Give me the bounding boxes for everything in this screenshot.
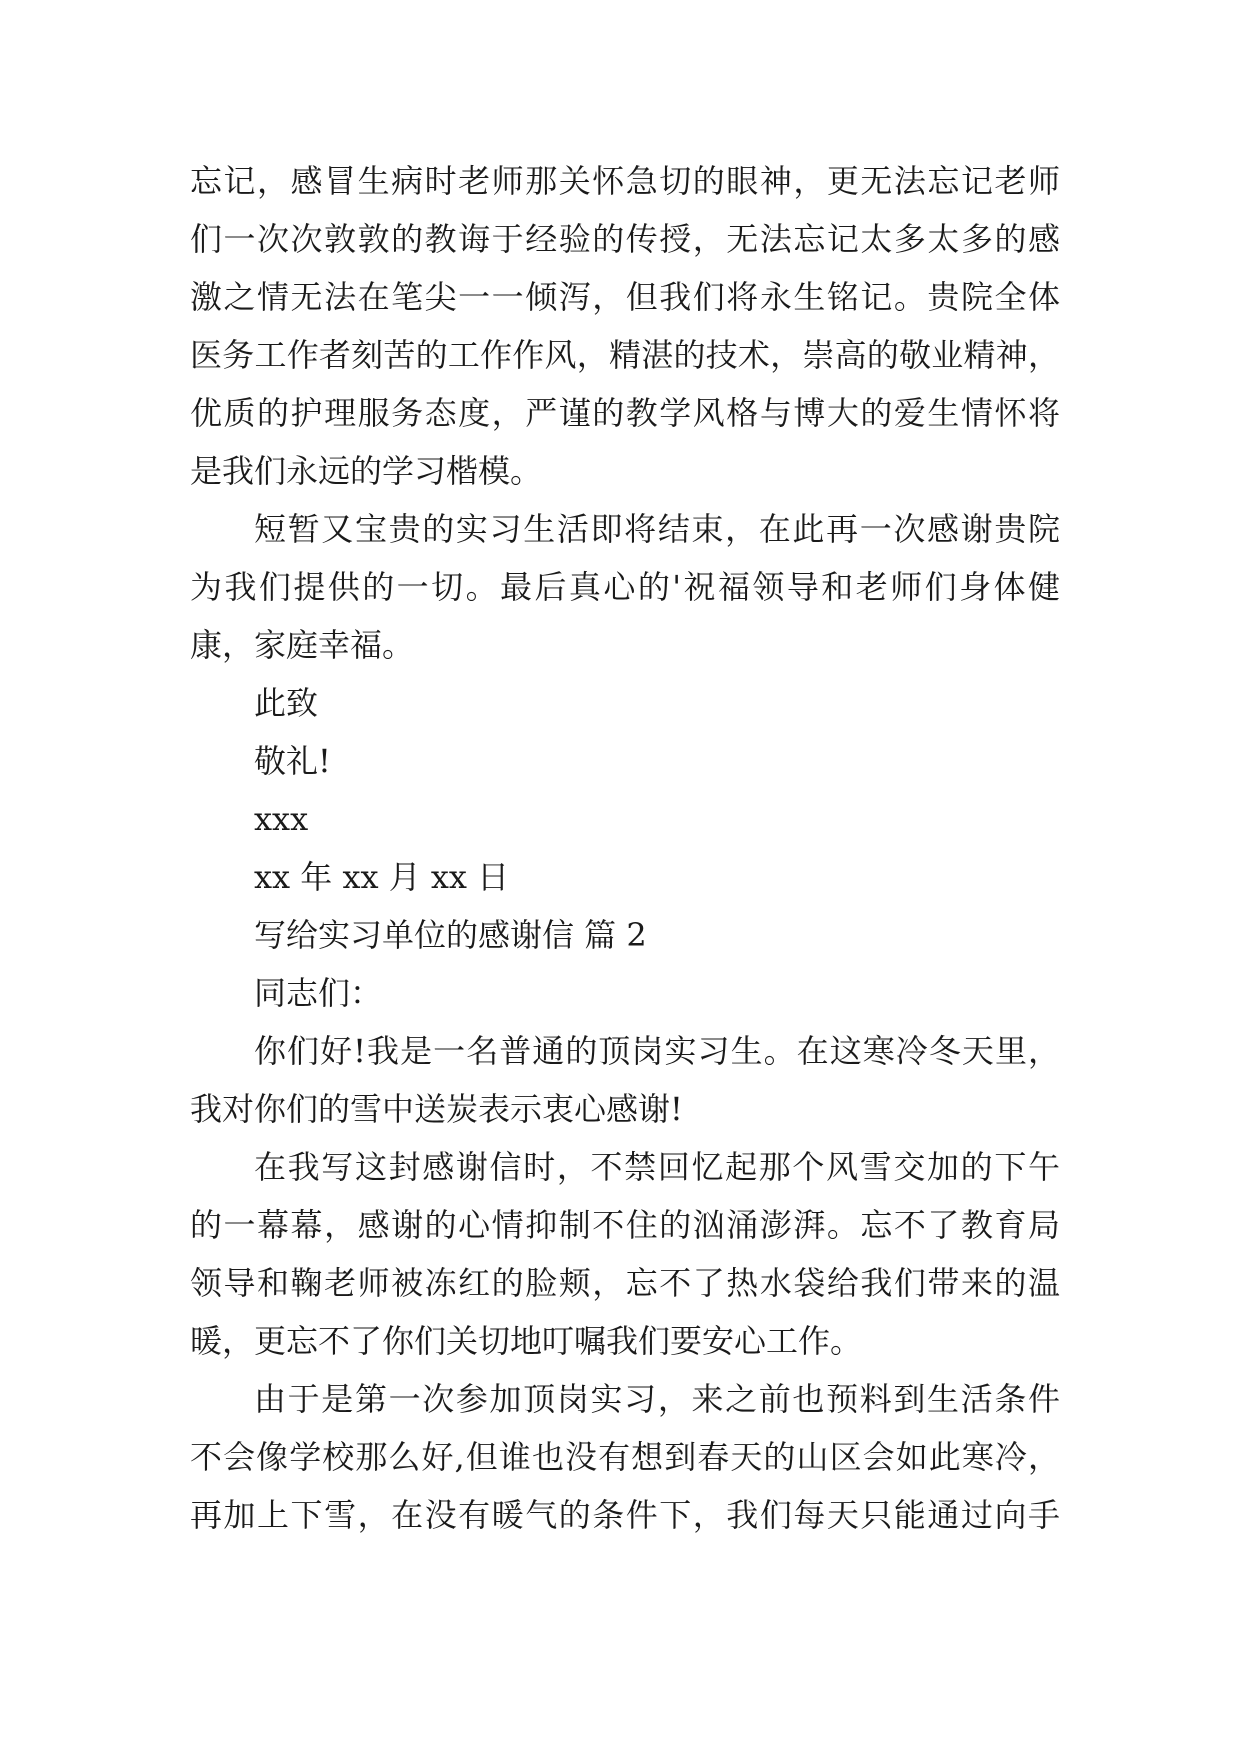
body-text-line: 的一幕幕，感谢的心情抑制不住的汹涌澎湃。忘不了教育局 — [190, 1206, 1060, 1244]
body-text-line: 激之情无法在笔尖一一倾泻，但我们将永生铭记。贵院全体 — [190, 278, 1060, 316]
body-text-line: 医务工作者刻苦的工作作风，精湛的技术，崇高的敬业精神， — [190, 336, 1060, 374]
document-page — [190, 152, 1060, 1544]
body-text-line: 不会像学校那么好,但谁也没有想到春天的山区会如此寒冷， — [190, 1438, 1060, 1476]
body-text-line: 忘记，感冒生病时老师那关怀急切的眼神，更无法忘记老师 — [190, 162, 1060, 200]
closing-salutation: 此致 — [254, 684, 319, 722]
paragraph-first-line: 由于是第一次参加顶岗实习，来之前也预料到生活条件 — [254, 1380, 1060, 1418]
body-text-line: 为我们提供的一切。最后真心的'祝福领导和老师们身体健 — [190, 568, 1060, 606]
signature-date: xx 年 xx 月 xx 日 — [254, 858, 510, 896]
paragraph-first-line: 你们好!我是一名普通的顶岗实习生。在这寒冷冬天里， — [254, 1032, 1060, 1070]
section-heading: 写给实习单位的感谢信 篇 2 — [254, 916, 647, 954]
signature-name: xxx — [254, 800, 309, 838]
body-text-line: 领导和鞠老师被冻红的脸颊，忘不了热水袋给我们带来的温 — [190, 1264, 1060, 1302]
body-text-line: 暖，更忘不了你们关切地叮嘱我们要安心工作。 — [190, 1322, 863, 1360]
body-text-line: 们一次次敦敦的教诲于经验的传授，无法忘记太多太多的感 — [190, 220, 1060, 258]
body-text-line: 再加上下雪，在没有暖气的条件下，我们每天只能通过向手 — [190, 1496, 1060, 1534]
paragraph-first-line: 在我写这封感谢信时，不禁回忆起那个风雪交加的下午 — [254, 1148, 1060, 1186]
body-text-line: 康，家庭幸福。 — [190, 626, 415, 664]
letter-greeting: 同志们： — [254, 974, 383, 1012]
paragraph-first-line: 短暂又宝贵的实习生活即将结束，在此再一次感谢贵院 — [254, 510, 1060, 548]
body-text-line: 优质的护理服务态度，严谨的教学风格与博大的爱生情怀将 — [190, 394, 1060, 432]
closing-regards: 敬礼! — [254, 742, 331, 780]
body-text-line: 是我们永远的学习楷模。 — [190, 452, 543, 490]
body-text-line: 我对你们的雪中送炭表示衷心感谢! — [190, 1090, 683, 1128]
